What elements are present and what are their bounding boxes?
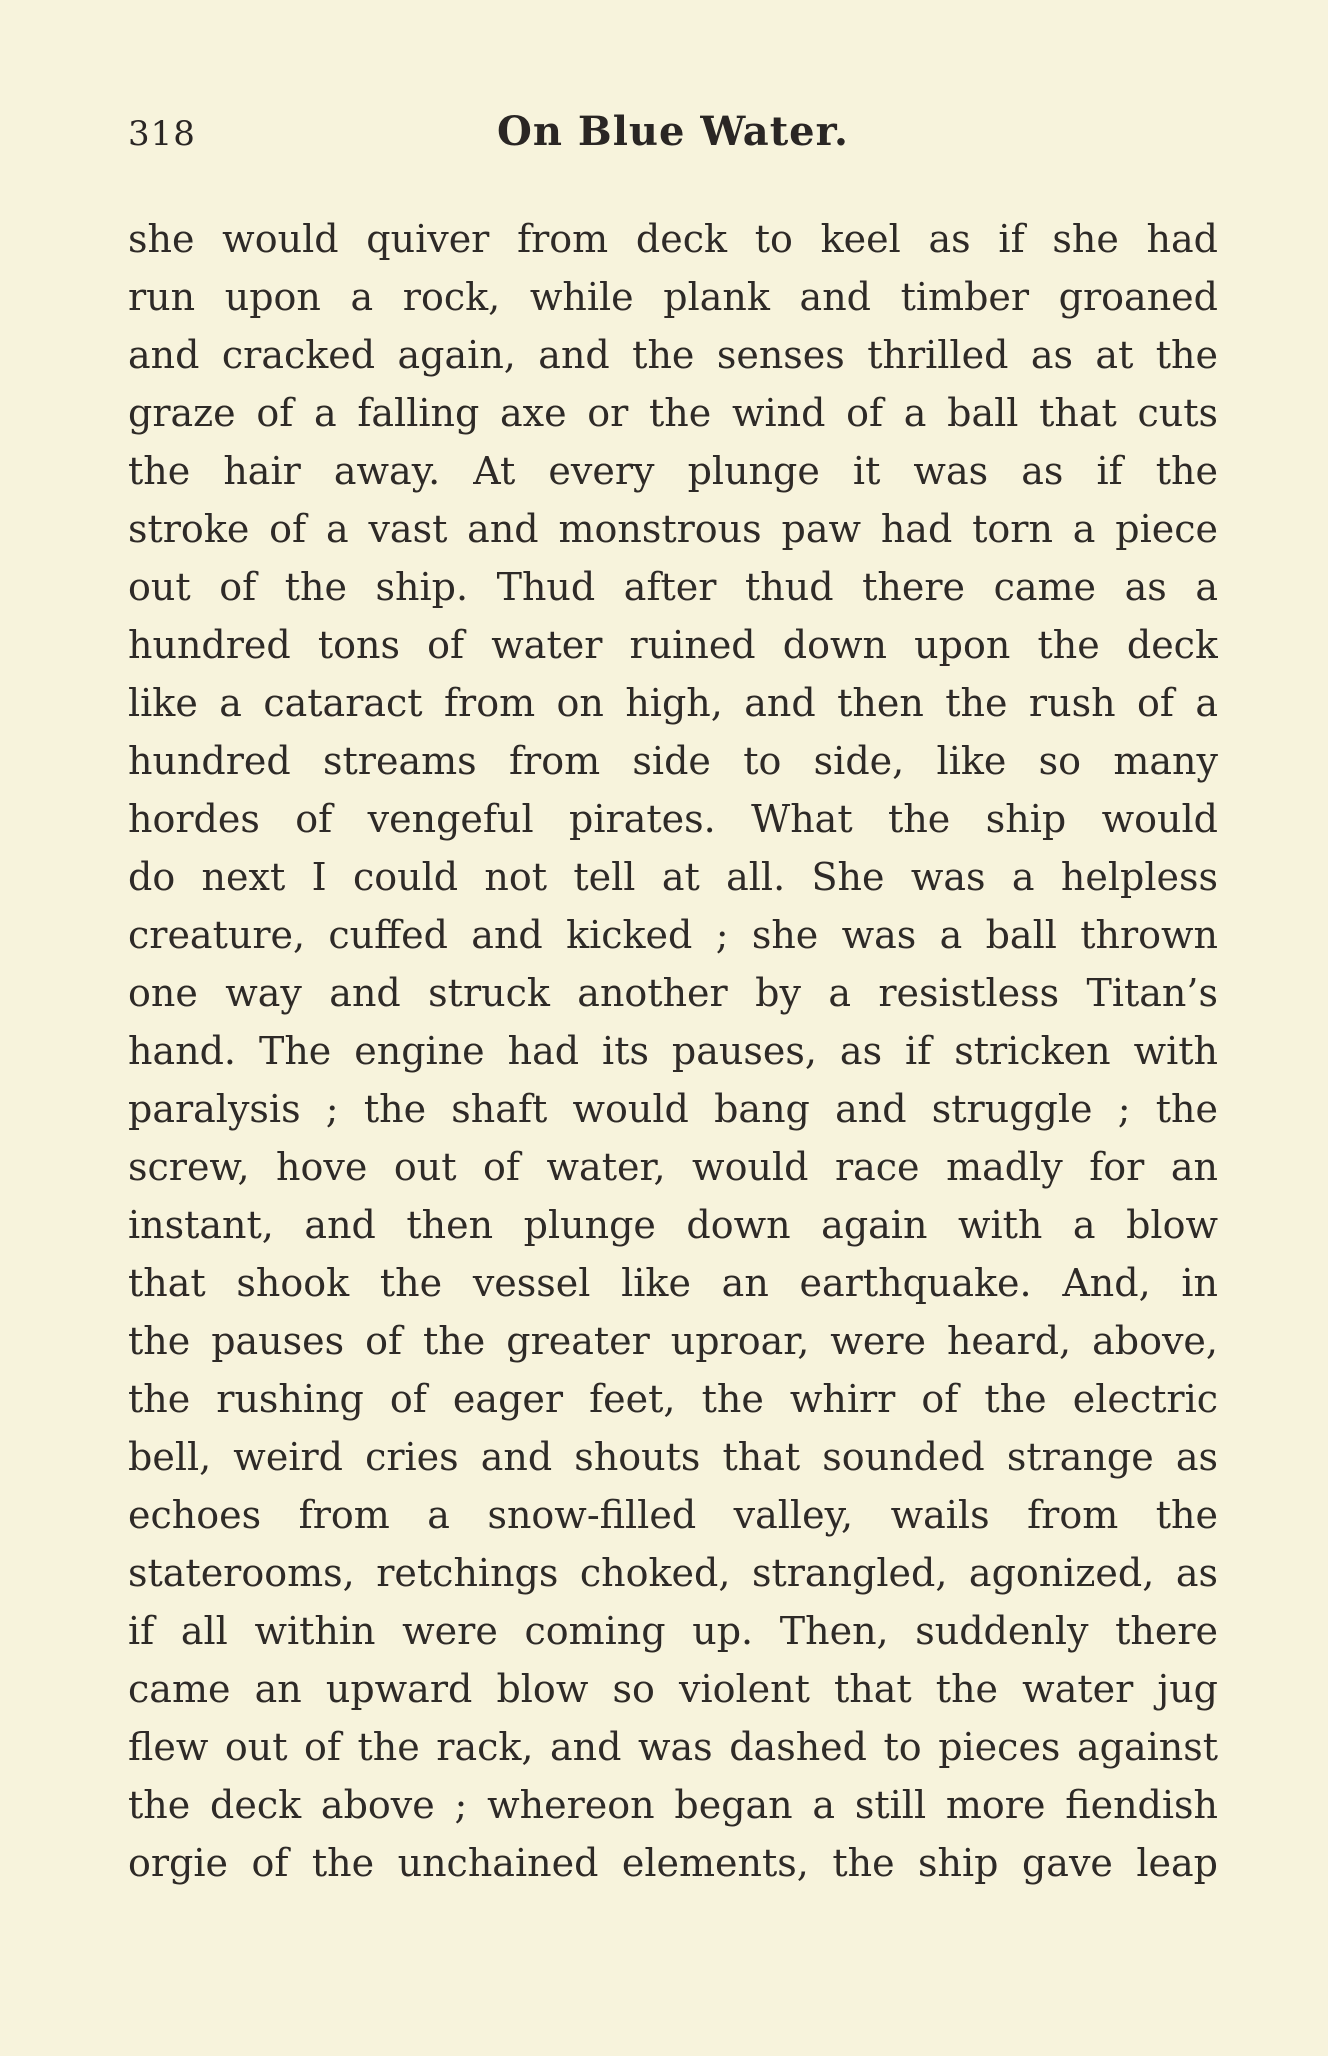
text-line: creature, cuffed and kicked ; she was a ball thrown: [128, 913, 1218, 957]
text-line: flew out of the rack, and was dashed to pieces against: [128, 1725, 1218, 1769]
page-number: 318: [128, 114, 196, 154]
text-line: hundred tons of water ruined down upon the deck: [128, 623, 1218, 667]
text-line: and cracked again, and the senses thrilled as at the: [128, 333, 1218, 377]
page-header: [128, 108, 1218, 168]
text-line: the deck above ; whereon began a still more fiendish: [128, 1783, 1218, 1827]
running-title: On Blue Water.: [497, 108, 849, 155]
text-line: came an upward blow so violent that the water jug: [128, 1667, 1218, 1711]
text-line: like a cataract from on high, and then the rush of a: [128, 681, 1218, 725]
text-line: the rushing of eager feet, the whirr of the electric: [128, 1377, 1218, 1421]
text-line: hundred streams from side to side, like so many: [128, 739, 1218, 783]
text-line: bell, weird cries and shouts that sounded strange as: [128, 1435, 1218, 1479]
text-line: the pauses of the greater uproar, were heard, above,: [128, 1319, 1218, 1363]
text-line: if all within were coming up. Then, suddenly there: [128, 1609, 1218, 1653]
text-line: hand. The engine had its pauses, as if stricken with: [128, 1029, 1218, 1073]
text-line: echoes from a snow-filled valley, wails from the: [128, 1493, 1218, 1537]
text-line: one way and struck another by a resistless Titan’s: [128, 971, 1218, 1015]
text-line: run upon a rock, while plank and timber groaned: [128, 275, 1218, 319]
text-line: screw, hove out of water, would race madly for an: [128, 1145, 1218, 1189]
text-line: staterooms, retchings choked, strangled, agonized, as: [128, 1551, 1218, 1595]
text-line: out of the ship. Thud after thud there came as a: [128, 565, 1218, 609]
text-line: hordes of vengeful pirates. What the ship would: [128, 797, 1218, 841]
text-line: stroke of a vast and monstrous paw had torn a piece: [128, 507, 1218, 551]
text-line: instant, and then plunge down again with a blow: [128, 1203, 1218, 1247]
text-line: orgie of the unchained elements, the ship gave leap: [128, 1841, 1218, 1885]
text-line: that shook the vessel like an earthquake. And, in: [128, 1261, 1218, 1305]
text-line: graze of a falling axe or the wind of a ball that cuts: [128, 391, 1218, 435]
text-line: do next I could not tell at all. She was a helpless: [128, 855, 1218, 899]
text-line: paralysis ; the shaft would bang and struggle ; the: [128, 1087, 1218, 1131]
text-line: she would quiver from deck to keel as if she had: [128, 217, 1218, 261]
body-text: [128, 210, 1218, 1892]
text-line: the hair away. At every plunge it was as if the: [128, 449, 1218, 493]
